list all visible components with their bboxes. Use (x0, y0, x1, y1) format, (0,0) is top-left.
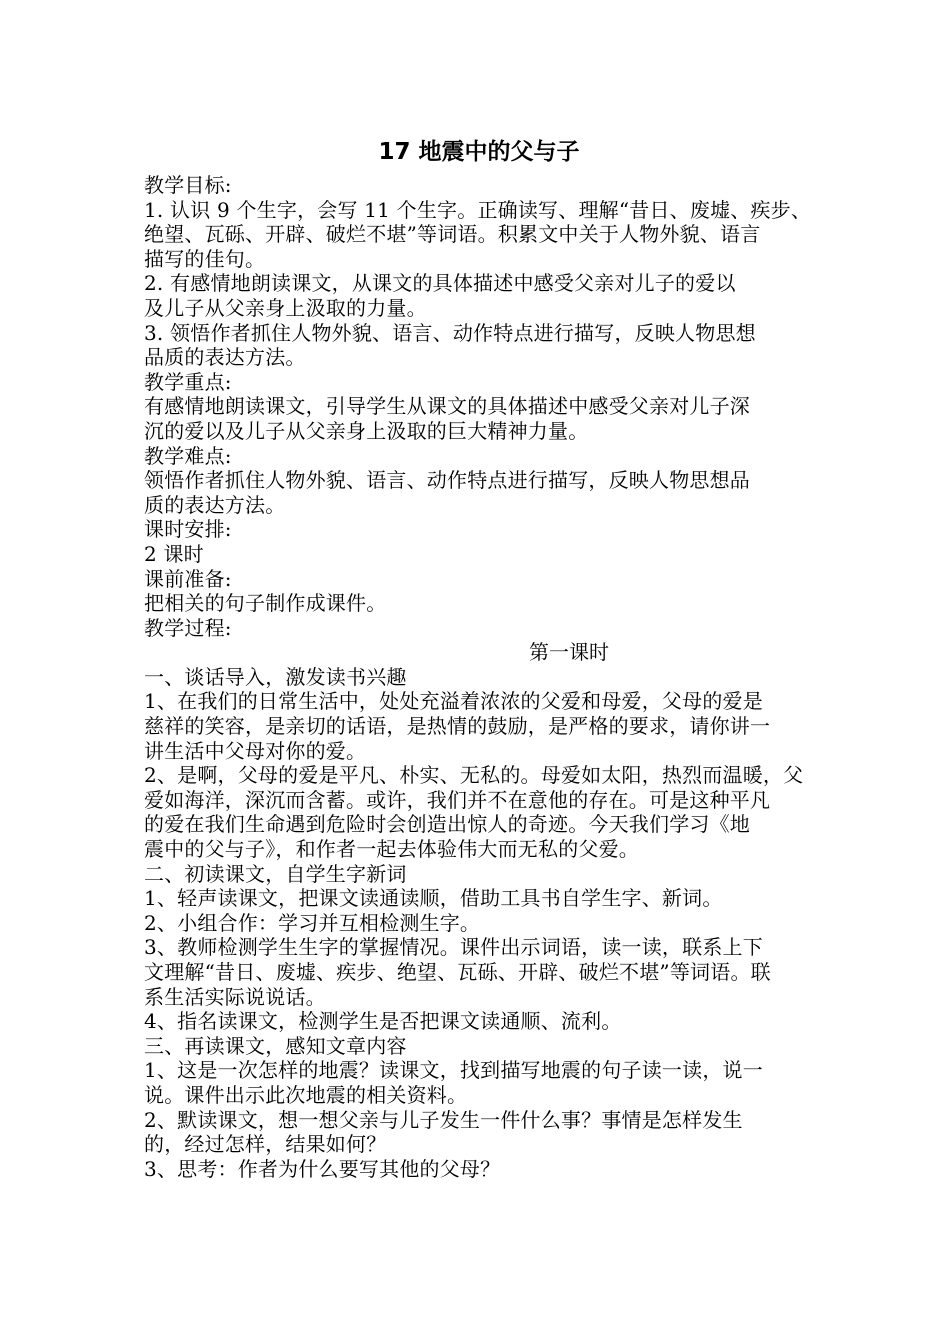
document-page (144, 133, 814, 1181)
text-line: 2、默读课文，想一想父亲与儿子发生一件什么事？事情是怎样发生 (144, 1107, 743, 1132)
page-title: 17 地震中的父与子 (378, 139, 580, 165)
text-line: 教学难点: (144, 443, 232, 468)
text-line: 2、是啊，父母的爱是平凡、朴实、无私的。母爱如太阳，热烈而温暖，父 (144, 763, 804, 788)
text-line: 质的表达方法。 (144, 492, 286, 517)
section-subheading: 第一课时 (529, 640, 609, 665)
text-line: 二、初读课文，自学生字新词 (144, 861, 407, 886)
text-line: 2、小组合作：学习并互相检测生字。 (144, 910, 481, 935)
text-line: 课前准备: (144, 566, 232, 591)
text-line: 教学目标: (144, 173, 232, 197)
text-line: 3. 领悟作者抓住人物外貌、语言、动作特点进行描写，反映人物思想 (144, 320, 756, 345)
text-line: 绝望、瓦砾、开辟、破烂不堪”等词语。积累文中关于人物外貌、语言 (144, 222, 761, 247)
text-line: 的爱在我们生命遇到危险时会创造出惊人的奇迹。今天我们学习《地 (144, 812, 750, 837)
text-line: 领悟作者抓住人物外貌、语言、动作特点进行描写，反映人物思想品 (144, 468, 750, 493)
text-line: 及儿子从父亲身上汲取的力量。 (144, 295, 427, 320)
section-lesson-one (144, 665, 814, 1181)
text-line: 课时安排: (144, 517, 232, 542)
text-line: 文理解“昔日、废墟、疾步、绝望、瓦砾、开辟、破烂不堪”等词语。联 (144, 960, 771, 984)
text-line: 描写的佳句。 (144, 246, 266, 271)
text-line: 慈祥的笑容，是亲切的话语，是热情的鼓励，是严格的要求，请你讲一 (144, 714, 771, 739)
text-line: 1. 认识 9 个生字，会写 11 个生字。正确读写、理解“昔日、废墟、疾步、 (144, 197, 812, 222)
text-line: 3、教师检测学生生字的掌握情况。课件出示词语，读一读，联系上下 (144, 935, 763, 960)
text-line: 有感情地朗读课文，引导学生从课文的具体描述中感受父亲对儿子深 (144, 394, 750, 419)
text-line: 1、在我们的日常生活中，处处充溢着浓浓的父爱和母爱，父母的爱是 (144, 689, 763, 714)
text-line: 3、思考：作者为什么要写其他的父母？ (144, 1156, 501, 1181)
text-line: 教学重点: (144, 369, 232, 394)
text-line: 品质的表达方法。 (144, 345, 306, 370)
text-line: 三、再读课文，感知文章内容 (144, 1033, 407, 1058)
text-line: 2 课时 (144, 541, 204, 566)
text-line: 1、轻声读课文，把课文读通读顺，借助工具书自学生字、新词。 (144, 886, 723, 911)
text-line: 2. 有感情地朗读课文，从课文的具体描述中感受父亲对儿子的爱以 (144, 271, 736, 296)
text-line: 讲生活中父母对你的爱。 (144, 738, 367, 763)
text-line: 系生活实际说说话。 (144, 984, 326, 1009)
text-line: 震中的父与子》，和作者一起去体验伟大而无私的父爱。 (144, 837, 639, 862)
text-line: 教学过程: (144, 615, 232, 640)
text-line: 4、指名读课文，检测学生是否把课文读通顺、流利。 (144, 1009, 622, 1034)
text-line: 爱如海洋，深沉而含蓄。或许，我们并不在意他的存在。可是这种平凡 (144, 787, 771, 812)
text-line: 把相关的句子制作成课件。 (144, 591, 387, 616)
text-line: 沉的爱以及儿子从父亲身上汲取的巨大精神力量。 (144, 418, 589, 443)
text-line: 的，经过怎样，结果如何？ (144, 1132, 387, 1157)
text-line: 1、这是一次怎样的地震？读课文，找到描写地震的句子读一读，说一 (144, 1058, 763, 1083)
text-line: 一、谈话导入，激发读书兴趣 (144, 664, 407, 689)
section-intro (144, 173, 814, 640)
text-line: 说。课件出示此次地震的相关资料。 (144, 1082, 468, 1107)
